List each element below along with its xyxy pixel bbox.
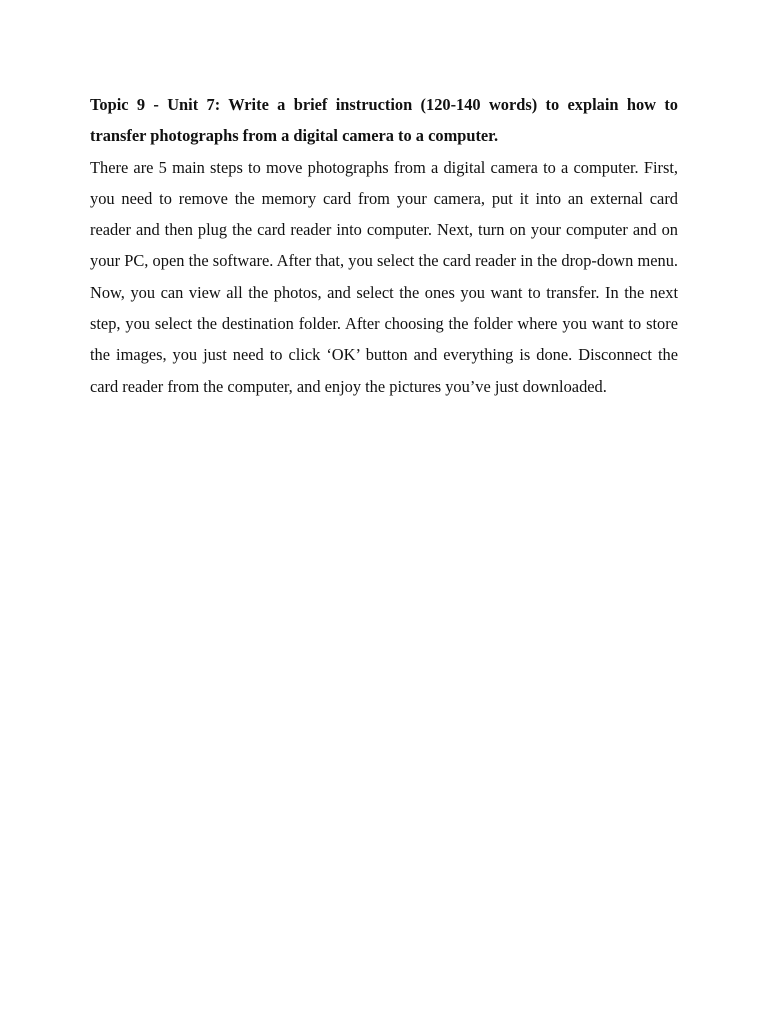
task-heading: Topic 9 - Unit 7: Write a brief instruction (120-140 words) to explain how to transfer photographs from a digital camera to a computer. <box>90 95 678 146</box>
document-content <box>90 89 678 402</box>
instruction-paragraph: There are 5 main steps to move photographs from a digital camera to a computer. First, you need to remove the memory card from your camera, put it into an external card reader and then plug the card reader into computer. Next, turn on your computer and on your PC, open the software. After that, you select the card reader in the drop-down menu. Now, you can view all the photos, and select the ones you want to transfer. In the next step, you select the destination folder. After choosing the folder where you want to store the images, you just need to click ‘OK’ button and everything is done. Disconnect the card reader from the computer, and enjoy the pictures you’ve just downloaded. <box>90 157 678 396</box>
